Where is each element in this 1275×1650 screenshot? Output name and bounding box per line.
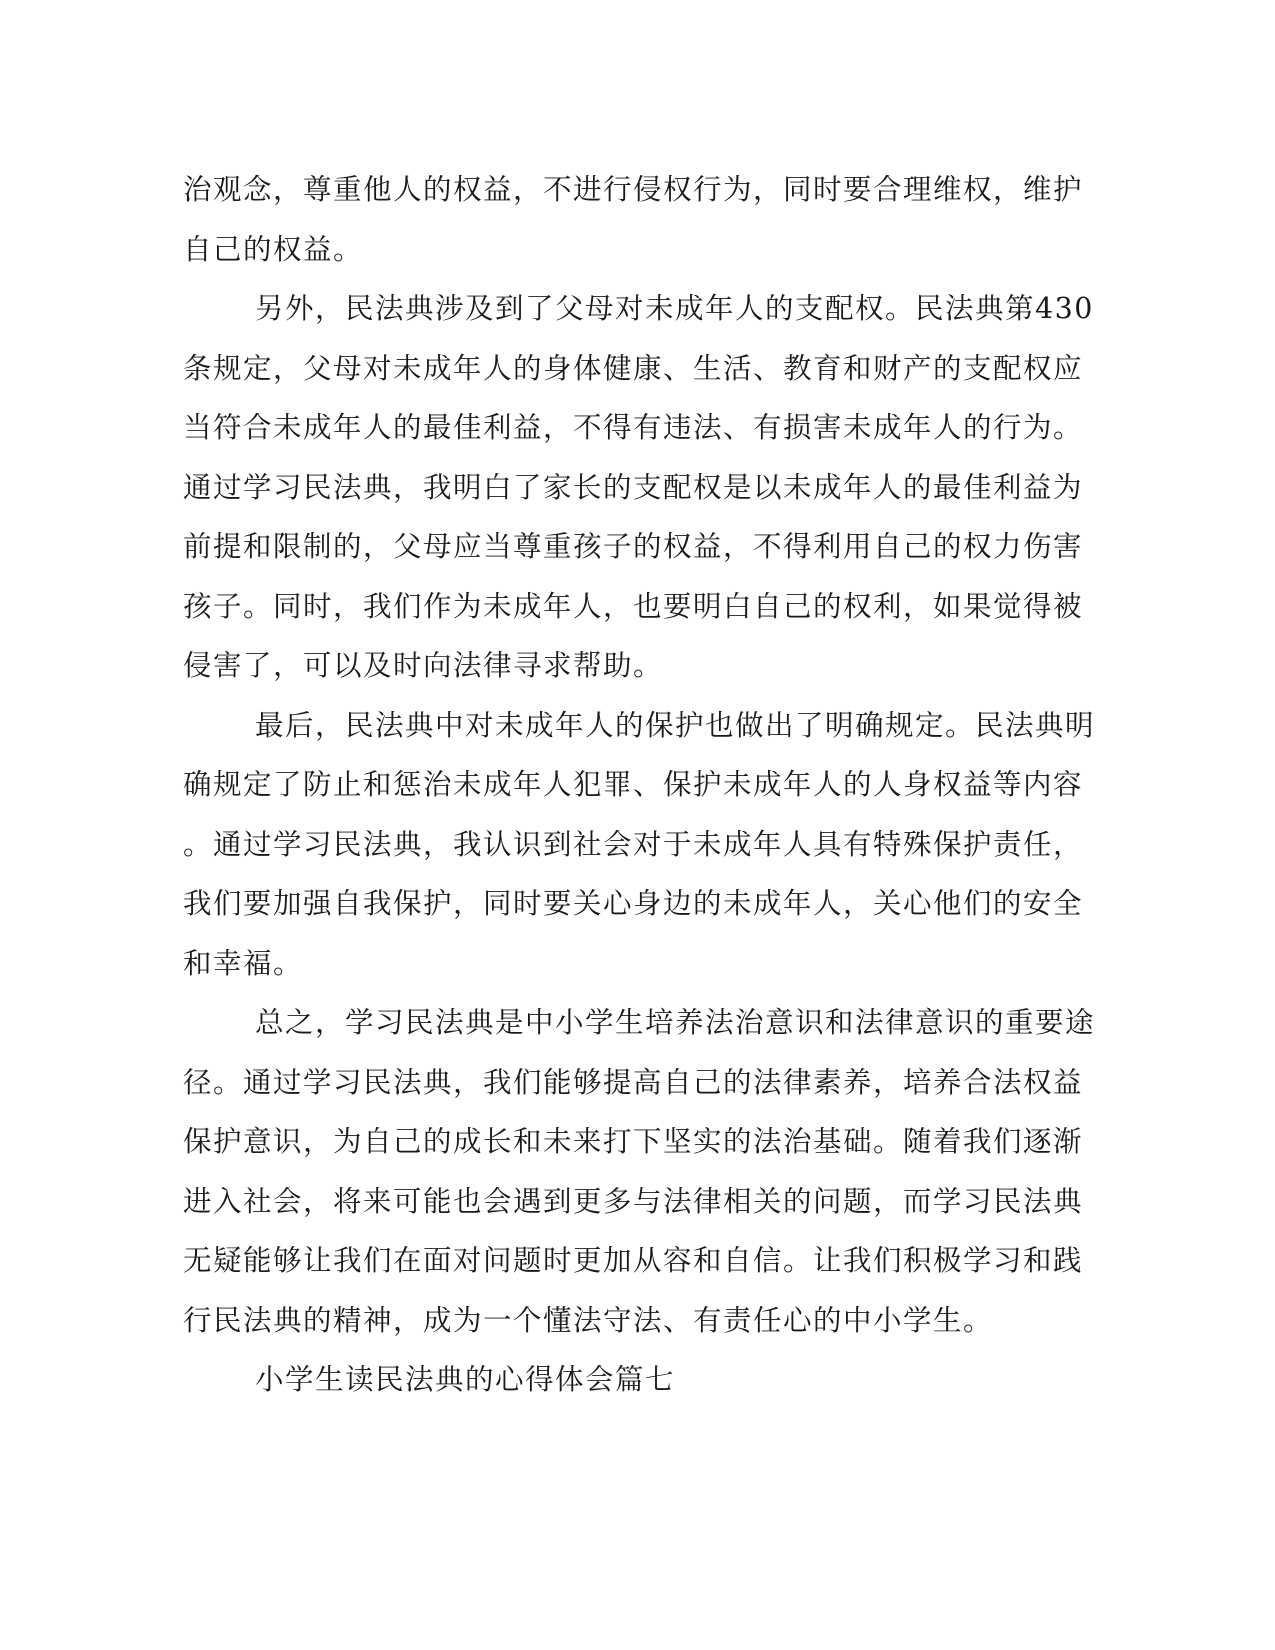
text-line: 孩子。同时，我们作为未成年人，也要明白自己的权利，如果觉得被 bbox=[183, 589, 1084, 623]
text-line: 当符合未成年人的最佳利益，不得有违法、有损害未成年人的行为。 bbox=[183, 411, 1084, 444]
paragraph-start-line: 最后，民法典中对未成年人的保护也做出了明确规定。民法典明 bbox=[255, 708, 1096, 742]
text-line: 通过学习民法典，我明白了家长的支配权是以未成年人的最佳利益为 bbox=[183, 470, 1084, 504]
text-line: 。通过学习民法典，我认识到社会对于未成年人具有特殊保护责任， bbox=[183, 827, 1084, 861]
text-line: 行民法典的精神，成为一个懂法守法、有责任心的中小学生。 bbox=[183, 1303, 994, 1337]
text-line: 治观念，尊重他人的权益，不进行侵权行为，同时要合理维权，维护 bbox=[183, 173, 1084, 206]
text-line: 确规定了防止和惩治未成年人犯罪、保护未成年人的人身权益等内容 bbox=[183, 768, 1084, 801]
text-line: 无疑能够让我们在面对问题时更加从容和自信。让我们积极学习和践 bbox=[183, 1244, 1084, 1277]
text-line: 前提和限制的，父母应当尊重孩子的权益，不得利用自己的权力伤害 bbox=[183, 530, 1084, 563]
text-line: 和幸福。 bbox=[183, 946, 304, 980]
text-line: 进入社会，将来可能也会遇到更多与法律相关的问题，而学习民法典 bbox=[183, 1184, 1084, 1218]
paragraph-start-line: 另外，民法典涉及到了父母对未成年人的支配权。民法典第430 bbox=[255, 292, 1094, 325]
text-line: 侵害了，可以及时向法律寻求帮助。 bbox=[183, 649, 664, 682]
text-line: 径。通过学习民法典，我们能够提高自己的法律素养，培养合法权益 bbox=[183, 1065, 1084, 1099]
section-heading: 小学生读民法典的心得体会篇七 bbox=[255, 1363, 676, 1396]
text-line: 我们要加强自我保护，同时要关心身边的未成年人，关心他们的安全 bbox=[183, 887, 1084, 920]
text-line: 条规定，父母对未成年人的身体健康、生活、教育和财产的支配权应 bbox=[183, 351, 1084, 385]
paragraph-start-line: 总之，学习民法典是中小学生培养法治意识和法律意识的重要途 bbox=[255, 1006, 1096, 1039]
body-text bbox=[183, 160, 1096, 1410]
text-line: 保护意识，为自己的成长和未来打下坚实的法治基础。随着我们逐渐 bbox=[183, 1125, 1084, 1158]
text-line: 自己的权益。 bbox=[183, 232, 364, 266]
